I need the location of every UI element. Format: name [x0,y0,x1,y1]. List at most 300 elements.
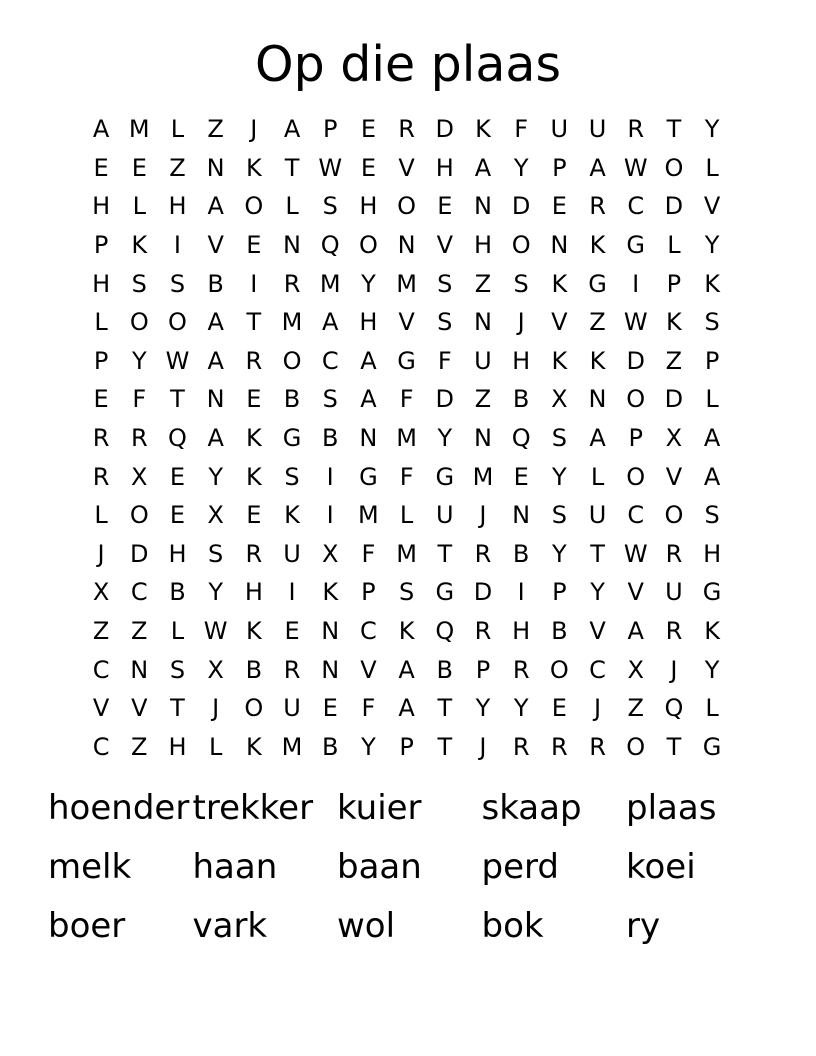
grid-letter: V [398,308,415,337]
grid-letter: S [169,269,186,298]
grid-letter: S [284,462,300,491]
grid-letter: X [321,539,339,568]
grid-letter: L [285,192,299,221]
grid-letter: A [589,424,606,453]
grid-letter: A [703,424,721,453]
grid-letter: A [92,115,110,144]
grid-letter: A [703,462,721,491]
grid-row [82,264,731,303]
grid-letter: K [704,617,720,646]
grid-letter: N [283,231,301,260]
grid-letter: O [664,501,684,530]
grid-letter: H [473,231,492,260]
grid-letter: G [397,346,416,375]
grid-letter: C [589,655,606,684]
grid-letter: V [398,153,415,182]
grid-row [82,496,731,535]
grid-letter: V [436,231,453,260]
grid-letter: Q [511,424,531,453]
grid-letter: S [398,578,415,607]
grid-letter: E [551,694,567,723]
grid-letter: R [665,617,683,646]
grid-letter: W [623,539,648,568]
grid-letter: D [435,115,455,144]
grid-letter: M [396,539,417,568]
grid-letter: H [92,192,111,221]
grid-letter: R [92,424,110,453]
grid-letter: L [170,617,185,646]
word-list-item: boer [48,905,126,946]
grid-letter: A [283,115,301,144]
grid-letter: Y [361,732,376,761]
grid-letter: O [244,192,264,221]
grid-letter: G [282,424,302,453]
grid-letter: B [283,385,301,414]
grid-letter: Y [513,694,529,723]
grid-letter: N [206,153,225,182]
grid-letter: M [281,732,303,761]
word-list-item: perd [481,846,559,887]
word-list-row [48,837,788,896]
grid-letter: O [549,655,569,684]
grid-letter: I [250,269,258,298]
grid-letter: Y [208,578,223,607]
grid-letter: X [92,578,110,607]
grid-letter: V [360,655,377,684]
grid-letter: C [130,578,148,607]
grid-letter: R [551,732,568,761]
grid-letter: D [130,539,149,568]
grid-letter: J [670,655,678,684]
grid-letter: F [361,694,376,723]
grid-letter: G [626,231,646,260]
grid-letter: W [623,153,648,182]
grid-letter: C [321,346,339,375]
grid-letter: E [246,501,262,530]
grid-letter: M [281,308,303,337]
grid-letter: I [326,462,334,491]
grid-letter: N [473,308,492,337]
grid-letter: S [704,308,720,337]
grid-letter: H [92,269,111,298]
grid-row [82,612,731,651]
grid-letter: R [474,617,492,646]
grid-letter: X [207,655,224,684]
grid-letter: F [399,462,414,491]
grid-letter: H [168,732,187,761]
grid-letter: W [318,153,343,182]
grid-letter: O [626,732,646,761]
grid-letter: L [94,308,108,337]
grid-letter: T [284,153,300,182]
grid-letter: J [479,501,487,530]
grid-letter: K [589,346,606,375]
grid-row [82,226,731,265]
grid-letter: Y [552,462,567,491]
grid-letter: K [245,617,262,646]
grid-letter: Z [474,385,492,414]
word-list-item: hoender [48,787,190,828]
grid-letter: Y [704,655,720,684]
grid-letter: K [245,462,262,491]
grid-letter: D [626,346,645,375]
grid-letter: S [322,192,338,221]
grid-letter: U [550,115,569,144]
grid-letter: D [473,578,493,607]
letter-grid [82,110,731,766]
grid-letter: O [397,192,417,221]
grid-letter: N [512,501,531,530]
grid-letter: W [623,308,648,337]
grid-letter: S [437,308,453,337]
grid-letter: J [593,694,602,723]
grid-letter: T [437,694,453,723]
grid-letter: J [517,308,525,337]
grid-letter: H [359,192,378,221]
grid-letter: S [704,501,720,530]
grid-letter: E [246,231,262,260]
grid-letter: I [632,269,640,298]
grid-row [82,110,731,149]
grid-letter: V [627,578,644,607]
grid-letter: B [169,578,186,607]
grid-letter: Q [168,424,187,453]
grid-letter: P [361,578,376,607]
grid-letter: N [130,655,149,684]
grid-letter: T [170,694,185,723]
grid-letter: U [665,578,683,607]
grid-letter: L [170,115,185,144]
grid-letter: L [132,192,146,221]
grid-letter: Y [437,424,453,453]
grid-letter: P [475,655,491,684]
grid-letter: H [359,308,378,337]
grid-letter: R [474,539,492,568]
grid-letter: H [435,153,454,182]
grid-letter: T [437,539,453,568]
grid-letter: N [206,385,225,414]
grid-letter: N [397,231,416,260]
grid-letter: P [93,231,109,260]
word-list-item: trekker [192,787,314,828]
grid-letter: Y [704,231,720,260]
grid-letter: F [437,346,452,375]
grid-letter: O [358,231,378,260]
grid-row [82,380,731,419]
grid-letter: K [666,308,682,337]
grid-letter: E [360,115,376,144]
grid-letter: E [360,153,376,182]
grid-letter: Z [131,732,148,761]
grid-letter: E [551,192,567,221]
grid-letter: A [207,346,224,375]
grid-letter: T [437,732,453,761]
grid-letter: K [245,424,262,453]
grid-letter: K [551,269,568,298]
grid-letter: C [627,192,645,221]
grid-letter: D [664,192,684,221]
grid-letter: G [702,578,722,607]
grid-letter: R [627,115,645,144]
grid-letter: T [590,539,605,568]
grid-letter: S [131,269,147,298]
grid-letter: I [517,578,525,607]
grid-letter: H [512,617,531,646]
grid-letter: N [473,192,492,221]
grid-letter: O [129,501,149,530]
grid-letter: N [473,424,492,453]
grid-letter: O [168,308,187,337]
word-list-item: melk [48,846,132,887]
grid-letter: B [551,617,568,646]
grid-letter: F [514,115,529,144]
word-list-item: ry [626,905,661,946]
word-list-item: skaap [481,787,582,828]
grid-letter: R [130,424,148,453]
grid-letter: R [665,539,683,568]
grid-letter: R [283,655,301,684]
grid-row [82,535,731,574]
grid-letter: J [479,732,487,761]
grid-letter: Q [320,231,340,260]
grid-letter: V [589,617,606,646]
grid-letter: M [472,462,494,491]
grid-letter: L [705,694,719,723]
grid-letter: N [321,617,340,646]
grid-letter: F [361,539,376,568]
grid-letter: Y [475,694,491,723]
grid-letter: O [129,308,149,337]
grid-letter: O [626,385,646,414]
grid-letter: G [359,462,378,491]
grid-letter: S [551,501,567,530]
grid-row [82,303,731,342]
grid-letter: Y [590,578,605,607]
grid-row [82,728,731,767]
grid-letter: P [704,346,720,375]
grid-letter: E [246,385,262,414]
grid-letter: H [168,192,187,221]
grid-letter: R [245,539,263,568]
grid-letter: K [322,578,339,607]
grid-letter: Y [513,153,529,182]
grid-letter: P [399,732,414,761]
grid-letter: A [360,385,377,414]
grid-letter: T [246,308,262,337]
grid-letter: E [93,153,109,182]
grid-letter: H [703,539,722,568]
grid-letter: J [212,694,220,723]
grid-letter: G [702,732,722,761]
grid-letter: P [93,346,109,375]
grid-letter: H [512,346,531,375]
grid-letter: S [437,269,453,298]
word-list-item: baan [337,846,422,887]
grid-letter: L [208,732,223,761]
grid-letter: E [437,192,453,221]
grid-letter: S [513,269,529,298]
grid-letter: I [288,578,296,607]
grid-letter: M [128,115,150,144]
grid-letter: A [398,655,415,684]
grid-letter: V [703,192,721,221]
grid-letter: A [398,694,415,723]
grid-letter: E [131,153,147,182]
grid-letter: U [283,539,301,568]
grid-letter: P [666,269,682,298]
grid-letter: Z [207,115,224,144]
grid-letter: N [359,424,378,453]
grid-letter: L [667,231,681,260]
grid-letter: J [250,115,258,144]
grid-letter: S [322,385,338,414]
grid-letter: K [475,115,491,144]
grid-letter: O [626,462,646,491]
grid-letter: F [132,385,147,414]
grid-letter: Q [664,694,684,723]
grid-letter: X [665,424,683,453]
grid-letter: T [666,732,682,761]
grid-letter: K [589,231,606,260]
grid-letter: B [321,732,339,761]
grid-letter: Y [131,346,147,375]
grid-letter: E [169,501,186,530]
grid-letter: Z [589,308,606,337]
grid-letter: H [168,539,187,568]
grid-letter: P [322,115,338,144]
grid-letter: E [322,694,338,723]
grid-letter: L [705,153,719,182]
grid-letter: I [326,501,334,530]
grid-letter: C [360,617,377,646]
grid-letter: K [551,346,568,375]
word-list-item: haan [192,846,278,887]
word-list [48,778,788,955]
grid-letter: M [396,424,417,453]
grid-letter: A [322,308,339,337]
grid-letter: K [131,231,148,260]
grid-letter: O [282,346,302,375]
grid-letter: U [283,694,301,723]
grid-row [82,187,731,226]
grid-letter: Z [474,269,492,298]
grid-letter: K [704,269,720,298]
grid-letter: E [169,462,186,491]
grid-letter: O [244,694,264,723]
grid-letter: Z [627,694,644,723]
grid-letter: L [705,385,719,414]
grid-row [82,650,731,689]
grid-letter: Y [361,269,376,298]
grid-letter: R [245,346,263,375]
grid-letter: A [207,424,224,453]
grid-letter: G [588,269,607,298]
grid-row [82,149,731,188]
grid-letter: R [398,115,415,144]
grid-letter: B [245,655,263,684]
grid-letter: C [627,501,645,530]
grid-letter: X [551,385,568,414]
grid-letter: L [590,462,605,491]
grid-letter: P [552,578,567,607]
word-list-item: kuier [337,787,422,828]
word-list-row [48,896,788,955]
grid-letter: X [131,462,148,491]
grid-letter: W [165,346,190,375]
grid-row [82,689,731,728]
grid-letter: T [170,385,185,414]
grid-row [82,419,731,458]
grid-letter: V [665,462,683,491]
grid-letter: X [627,655,644,684]
grid-letter: T [666,115,682,144]
grid-row [82,342,731,381]
grid-letter: M [358,501,379,530]
word-list-item: koei [626,846,696,887]
word-list-item: wol [337,905,396,946]
grid-letter: K [284,501,300,530]
grid-letter: Y [208,462,223,491]
grid-letter: B [321,424,339,453]
grid-letter: P [628,424,643,453]
word-list-item: plaas [626,787,717,828]
grid-letter: Q [435,617,455,646]
grid-letter: N [321,655,340,684]
grid-letter: V [92,694,110,723]
grid-letter: A [627,617,644,646]
grid-letter: K [245,732,262,761]
grid-letter: N [588,385,607,414]
grid-letter: F [399,385,414,414]
grid-letter: E [93,385,109,414]
grid-letter: P [552,153,567,182]
grid-letter: G [435,462,455,491]
grid-letter: L [399,501,414,530]
grid-letter: Z [169,153,186,182]
grid-letter: Z [131,617,148,646]
page-title: Op die plaas [255,36,561,93]
grid-letter: B [512,385,530,414]
grid-letter: E [284,617,300,646]
grid-letter: D [511,192,531,221]
grid-letter: A [474,153,492,182]
grid-letter: U [588,501,607,530]
grid-letter: R [589,192,606,221]
grid-letter: U [474,346,492,375]
grid-letter: A [207,308,224,337]
grid-letter: R [92,462,110,491]
grid-letter: D [664,385,684,414]
grid-letter: A [207,192,224,221]
grid-letter: O [511,231,531,260]
grid-letter: Z [665,346,683,375]
grid-letter: R [283,269,301,298]
grid-letter: O [664,153,684,182]
grid-letter: M [319,269,341,298]
grid-letter: G [435,578,455,607]
grid-row [82,573,731,612]
grid-letter: V [551,308,568,337]
grid-letter: C [92,732,110,761]
grid-letter: S [208,539,224,568]
word-list-item: bok [481,905,544,946]
grid-letter: H [244,578,263,607]
grid-letter: R [589,732,606,761]
grid-letter: K [398,617,415,646]
grid-letter: I [173,231,181,260]
grid-letter: W [203,617,228,646]
grid-letter: B [512,539,530,568]
